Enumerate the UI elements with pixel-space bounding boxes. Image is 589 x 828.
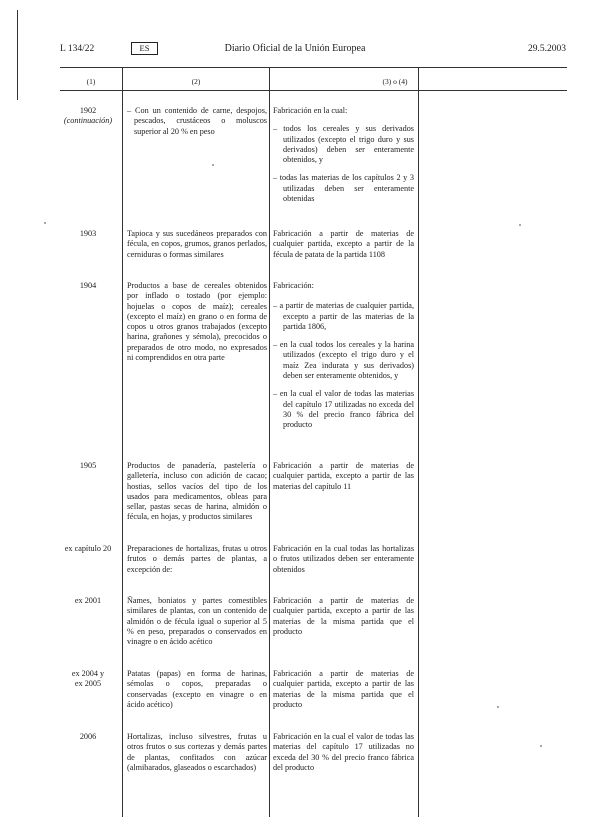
- row-code-note: (continuación): [63, 116, 113, 126]
- row-code-1904: 1904: [79, 281, 97, 290]
- row-description: Preparaciones de hortalizas, frutas u otros frutos o demás partes de plantas, a excepción de:: [127, 544, 267, 574]
- row-rule: [273, 281, 414, 439]
- rule-item: – a partir de materias de cualquier partida, excepto a partir de las materias de la partida 1806,: [273, 301, 414, 331]
- column-heading-2: (2): [191, 77, 201, 86]
- page-reference: L 134/22: [60, 44, 95, 54]
- row-code: ex 2004 y: [71, 669, 105, 678]
- row-description: Ñames, boniatos y partes comestibles similares de plantas, con un contenido de almidón o de fécula igual o superior al 5 % en peso, preparados o conservados en vinagre o en ácido acético: [127, 596, 267, 647]
- rule-intro: Fabricación a partir de materias de cualquier partida, excepto a partir de las materias de la misma partida que el producto: [273, 669, 414, 709]
- table-header-rule: [60, 90, 567, 91]
- rule-intro: Fabricación en la cual todas las hortalizas o frutos utilizados deben ser enteramente obtenidos: [273, 544, 414, 574]
- row-rule: [273, 596, 414, 645]
- scan-speck: [519, 224, 521, 226]
- row-rule: [273, 732, 414, 781]
- journal-title: Diario Oficial de la Unión Europea: [224, 43, 366, 54]
- row-code-1902: [58, 106, 118, 127]
- left-margin-line: [17, 10, 18, 100]
- row-rule: [273, 461, 414, 500]
- row-description: Patatas (papas) en forma de harinas, sémolas o copos, preparadas o conservadas (excepto en vinagre o en ácido acético): [127, 669, 267, 709]
- rule-intro: Fabricación:: [273, 281, 314, 290]
- column-heading-1: (1): [86, 77, 96, 86]
- scan-speck: [44, 222, 46, 224]
- rule-item: – en la cual todos los cereales y la harina utilizados (excepto el trigo duro y el maíz Zea indurata y sus derivados) deben ser enteramente obtenidos, y: [273, 340, 414, 381]
- row-rule: [273, 669, 414, 718]
- row-code-1903: 1903: [79, 229, 97, 238]
- rule-item: – en la cual el valor de todas las materias del capítulo 17 utilizadas no exceda del 30 % del precio franco fábrica del producto: [273, 389, 414, 430]
- row-description: Productos a base de cereales obtenidos por inflado o tostado (por ejemplo: hojuelas o copos de maíz); cereales (excepto el maíz) en grano o en forma de copos u otros granos trabajados (excepto harina, grañones y sémola), precocidos o preparados de otro modo, no expresados ni comprendidos en otra parte: [127, 281, 267, 363]
- rule-item: – todas las materias de los capítulos 2 y 3 utilizadas deben ser enteramente obtenidas: [273, 173, 414, 204]
- language-box: ES: [131, 42, 158, 55]
- rule-item: – todos los cereales y sus derivados utilizados (excepto el trigo duro y sus derivados) deben ser enteramente obtenidos, y: [273, 124, 414, 165]
- rule-intro: Fabricación a partir de materias de cualquier partida, excepto a partir de las materias de la misma partida que el producto: [273, 596, 414, 636]
- row-description: Hortalizas, incluso silvestres, frutas u otros frutos o sus cortezas y demás partes de plantas, confitados con azúcar (almibarados, glaseados o escarchados): [127, 732, 267, 772]
- row-rule: [273, 544, 414, 583]
- row-code-2006: 2006: [79, 732, 97, 741]
- publication-date: 29.5.2003: [528, 44, 566, 54]
- scan-speck: [497, 706, 499, 708]
- row-rule: [273, 229, 414, 268]
- rule-intro: Fabricación a partir de materias de cualquier partida, excepto a partir de las materias del capítulo 11: [273, 461, 414, 491]
- row-code-1905: 1905: [79, 461, 97, 470]
- scan-speck: [212, 164, 214, 166]
- row-description: Productos de panadería, pastelería o galletería, incluso con adición de cacao; hostias, sellos vacíos del tipo de los usados para medicamentos, obleas para sellar, pastas secas de harina, almidón o fécula, en hojas, y productos similares: [127, 461, 267, 522]
- rule-intro: Fabricación en la cual el valor de todas las materias del capítulo 17 utilizadas no exceda del 30 % del precio franco fábrica del producto: [273, 732, 414, 772]
- rule-intro: Fabricación a partir de materias de cualquier partida, excepto a partir de la fécula de patata de la partida 1108: [273, 229, 414, 259]
- rule-intro: Fabricación en la cual:: [273, 106, 348, 115]
- column-divider-2: [269, 67, 270, 817]
- row-code-ex-2001: ex 2001: [74, 596, 102, 605]
- scan-speck: [540, 745, 542, 747]
- row-description: – Con un contenido de carne, despojos, pescados, crustáceos o moluscos superior al 20 % en peso: [127, 106, 267, 136]
- row-code-continued: ex 2005: [74, 679, 102, 689]
- table-top-rule: [60, 67, 567, 68]
- row-description: Tapioca y sus sucedáneos preparados con fécula, en copos, grumos, granos perlados, cerniduras o formas similares: [127, 229, 267, 259]
- column-divider-3: [418, 67, 419, 817]
- row-code: 1902: [79, 106, 97, 115]
- row-rule: [273, 106, 414, 212]
- column-divider-1: [122, 67, 123, 817]
- column-heading-3: (3) o (4): [382, 77, 408, 86]
- row-code-ex-2004-2005: [58, 669, 118, 690]
- row-code-ex-chapter-20: ex capítulo 20: [64, 544, 112, 553]
